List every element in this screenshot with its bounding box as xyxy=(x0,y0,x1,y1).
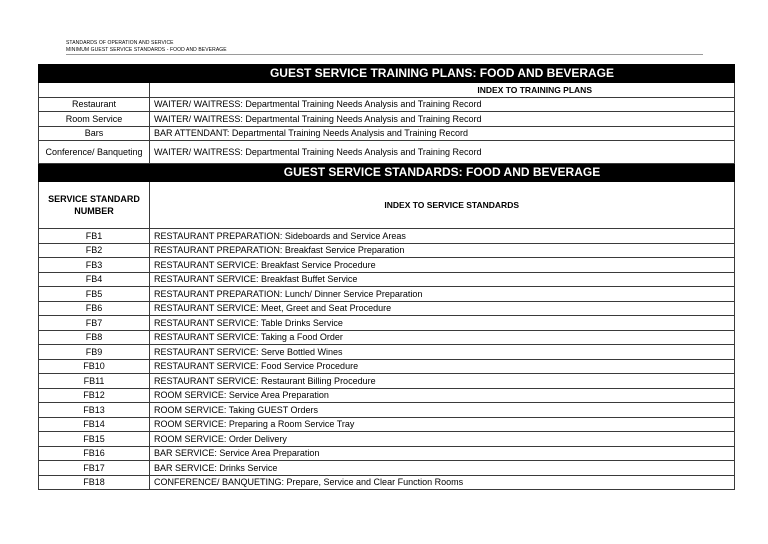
standard-description: ROOM SERVICE: Service Area Preparation xyxy=(150,388,735,403)
training-index-label: INDEX TO TRAINING PLANS xyxy=(150,83,735,98)
standard-row xyxy=(39,287,735,302)
standard-description: ROOM SERVICE: Taking GUEST Orders xyxy=(150,403,735,418)
standard-number: FB7 xyxy=(39,316,150,331)
food-beverage-standards-table xyxy=(38,64,735,490)
standard-row xyxy=(39,272,735,287)
standard-number: FB2 xyxy=(39,243,150,258)
standard-description: BAR SERVICE: Drinks Service xyxy=(150,461,735,476)
standard-description: RESTAURANT PREPARATION: Sideboards and Service Areas xyxy=(150,229,735,244)
training-area: Restaurant xyxy=(39,97,150,112)
standard-description: RESTAURANT SERVICE: Meet, Greet and Seat Procedure xyxy=(150,301,735,316)
standard-number: FB4 xyxy=(39,272,150,287)
standard-description: RESTAURANT SERVICE: Breakfast Buffet Service xyxy=(150,272,735,287)
banner-blank-cell xyxy=(39,65,150,83)
standard-row xyxy=(39,301,735,316)
standard-description: RESTAURANT PREPARATION: Lunch/ Dinner Service Preparation xyxy=(150,287,735,302)
banner-blank-cell xyxy=(39,164,150,182)
standard-description: RESTAURANT SERVICE: Taking a Food Order xyxy=(150,330,735,345)
standard-row xyxy=(39,446,735,461)
training-area: Conference/ Banqueting xyxy=(39,141,150,164)
service-standards-index-label: INDEX TO SERVICE STANDARDS xyxy=(150,182,735,229)
standard-number: FB8 xyxy=(39,330,150,345)
standard-number: FB18 xyxy=(39,475,150,490)
standard-number: FB16 xyxy=(39,446,150,461)
header-divider xyxy=(66,54,703,55)
standard-description: RESTAURANT SERVICE: Serve Bottled Wines xyxy=(150,345,735,360)
standard-row xyxy=(39,243,735,258)
document-header-line-2: MINIMUM GUEST SERVICE STANDARDS - FOOD AND BEVERAGE xyxy=(66,47,227,53)
training-plan: WAITER/ WAITRESS: Departmental Training Needs Analysis and Training Record xyxy=(150,97,735,112)
standard-number: FB14 xyxy=(39,417,150,432)
standard-row xyxy=(39,475,735,490)
document-header-line-1: STANDARDS OF OPERATION AND SERVICE xyxy=(66,40,174,46)
training-plan: WAITER/ WAITRESS: Departmental Training Needs Analysis and Training Record xyxy=(150,112,735,127)
standard-description: RESTAURANT SERVICE: Table Drinks Service xyxy=(150,316,735,331)
service-standards-banner: GUEST SERVICE STANDARDS: FOOD AND BEVERAGE xyxy=(150,164,735,182)
standard-row xyxy=(39,359,735,374)
training-index-row xyxy=(39,83,735,98)
training-plans-banner: GUEST SERVICE TRAINING PLANS: FOOD AND BEVERAGE xyxy=(150,65,735,83)
standard-description: RESTAURANT SERVICE: Breakfast Service Procedure xyxy=(150,258,735,273)
standard-number-header: SERVICE STANDARD NUMBER xyxy=(39,182,150,229)
standard-row xyxy=(39,345,735,360)
standard-row xyxy=(39,229,735,244)
training-row xyxy=(39,97,735,112)
training-plan: BAR ATTENDANT: Departmental Training Needs Analysis and Training Record xyxy=(150,126,735,141)
training-area: Bars xyxy=(39,126,150,141)
standard-number: FB1 xyxy=(39,229,150,244)
training-row xyxy=(39,141,735,164)
standard-description: RESTAURANT SERVICE: Restaurant Billing Procedure xyxy=(150,374,735,389)
standard-row xyxy=(39,316,735,331)
training-plans-banner-row xyxy=(39,65,735,83)
standard-number: FB6 xyxy=(39,301,150,316)
training-plan: WAITER/ WAITRESS: Departmental Training Needs Analysis and Training Record xyxy=(150,141,735,164)
standard-row xyxy=(39,374,735,389)
standard-row xyxy=(39,388,735,403)
standard-number: FB9 xyxy=(39,345,150,360)
standard-row xyxy=(39,461,735,476)
standard-row xyxy=(39,417,735,432)
standard-description: ROOM SERVICE: Order Delivery xyxy=(150,432,735,447)
training-area: Room Service xyxy=(39,112,150,127)
standard-number: FB13 xyxy=(39,403,150,418)
standard-row xyxy=(39,330,735,345)
standard-number: FB3 xyxy=(39,258,150,273)
standard-number: FB15 xyxy=(39,432,150,447)
standard-number: FB10 xyxy=(39,359,150,374)
standard-number: FB12 xyxy=(39,388,150,403)
standard-row xyxy=(39,403,735,418)
standard-description: RESTAURANT SERVICE: Food Service Procedure xyxy=(150,359,735,374)
standard-number: FB17 xyxy=(39,461,150,476)
training-row xyxy=(39,112,735,127)
standard-description: ROOM SERVICE: Preparing a Room Service Tray xyxy=(150,417,735,432)
standard-number: FB11 xyxy=(39,374,150,389)
standard-number: FB5 xyxy=(39,287,150,302)
standard-row xyxy=(39,258,735,273)
service-standards-header-row xyxy=(39,182,735,229)
standard-row xyxy=(39,432,735,447)
standard-description: BAR SERVICE: Service Area Preparation xyxy=(150,446,735,461)
standard-description: RESTAURANT PREPARATION: Breakfast Service Preparation xyxy=(150,243,735,258)
service-standards-banner-row xyxy=(39,164,735,182)
training-row xyxy=(39,126,735,141)
standard-description: CONFERENCE/ BANQUETING: Prepare, Service and Clear Function Rooms xyxy=(150,475,735,490)
blank-cell xyxy=(39,83,150,98)
service-standards-list xyxy=(39,229,735,490)
